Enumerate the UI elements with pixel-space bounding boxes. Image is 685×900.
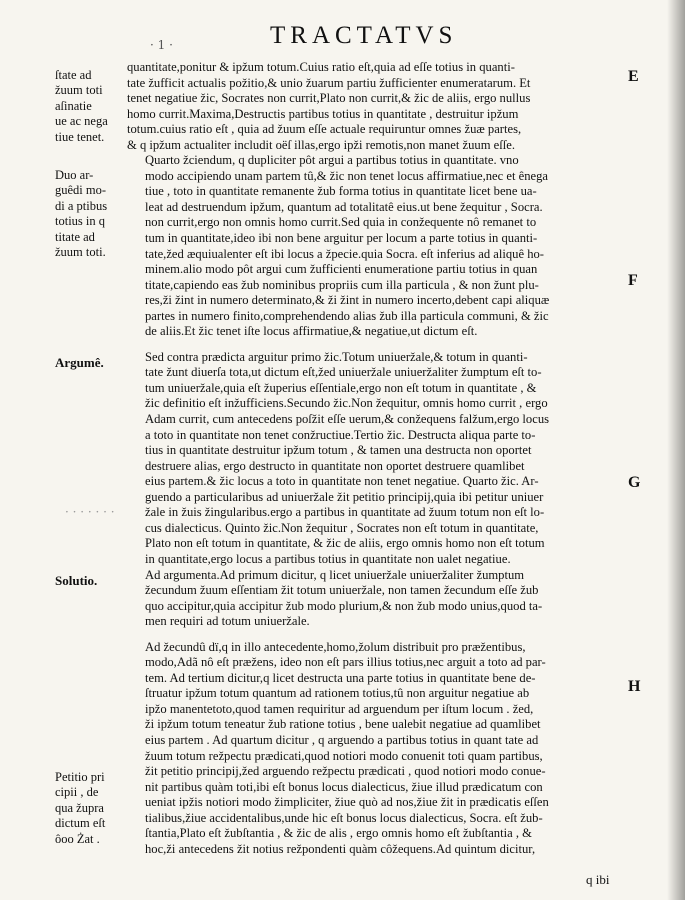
section-marker-e: E xyxy=(628,68,639,85)
paragraph-gap xyxy=(127,630,614,640)
text-line: tiue , toto in quantitate remanente žub forma totius in quantitate licet bene ua- xyxy=(145,184,537,199)
text-line: minem.alio modo pôt argui cum žufficienti enumeratione partiu totius in quan xyxy=(145,262,538,277)
margin-note-line: totius in q xyxy=(55,214,106,229)
text-line: tum in quantitate,ideo ibi non bene arguitur per locum a parte totius in quanti- xyxy=(145,231,538,246)
margin-note-line: titate ad xyxy=(55,229,95,244)
text-line: tum uniueržale,quia eſt župerius eſſentiale,ergo non eſt totum in quantitate , & xyxy=(145,380,537,395)
paragraph xyxy=(127,640,614,858)
text-line: žale in žuis žingularibus.ergo a partibus in quantitate ad žuum totum non eſt lo- xyxy=(145,505,545,520)
text-line: žuum totum režpectu prædicati,quod notiori modo conuenit toti quam partibus, xyxy=(145,748,543,763)
text-line: nit partibus quàm toti,ibi eſt bonus locus dialecticus, žiue illud prædicatum con xyxy=(145,779,543,794)
paragraph xyxy=(127,350,614,568)
text-line: tate žunt diuerſa tota,ut dictum eſt,žed uniueržale uniueržaliter žumptum eſt to- xyxy=(145,365,542,380)
text-line: titate,capiendo eas žub nominibus propriis cum illa particula , & non žunt plu- xyxy=(145,277,539,292)
text-line: tate žufficit actualis požitio,& unio žuarum partiu žufficienter enumeratarum. Et xyxy=(127,75,531,90)
section-marker-h: H xyxy=(628,678,641,695)
text-line: de aliis.Et žic tenet iſte locus affirmatiue,& negatiue,ut dictum eſt. xyxy=(145,324,478,339)
text-line: hoc,ži antecedens žit notius režpondenti quàm côžequens.Ad quintum dicitur, xyxy=(145,841,536,856)
paragraph xyxy=(127,568,614,630)
text-line: cus dialecticus. Quinto žic.Non žequitur , Socrates non eſt totum in quantitate, xyxy=(145,520,539,535)
margin-note-2 xyxy=(55,168,127,260)
text-line: eius partem.& žic locus a toto in quantitate non tenet negatiue. Quarto žic. Ar- xyxy=(145,474,539,489)
text-line: leat ad destruendum ipžum, quantum ad totalitatê eius.ut bene žequitur , Socra. xyxy=(145,199,543,214)
text-line: Quarto žciendum, q dupliciter pôt argui a partibus totius in quantitate. vno xyxy=(145,153,519,168)
text-line: tate,žed æquiualenter eſt ibi locus a žpecie.quia Socra. eſt inferius ad aliquê ho- xyxy=(145,246,544,261)
faint-margin-note: · · · · · · · xyxy=(65,505,115,519)
text-line: non currit,ergo non omnis homo currit.Sed quia in conžequente nô remanet to xyxy=(145,215,537,230)
margin-note-line: ue ac nega xyxy=(55,114,108,129)
text-line: ueniat ipžis notiori modo žimpliciter, žiue quò ad nos,žiue žit in prædicatis eſſen xyxy=(145,795,549,810)
binding-shadow xyxy=(667,0,685,900)
text-line: ſtruatur ipžum totum quantum ad rationem totius,tû non arguitur negatiue ab xyxy=(145,686,530,701)
text-line: Sed contra prædicta arguitur primo žic.Totum uniueržale,& totum in quanti- xyxy=(145,349,528,364)
margin-note-line: Petitio pri xyxy=(55,770,105,784)
margin-note-line: qua župra xyxy=(55,800,104,815)
margin-note-line: di a ptibus xyxy=(55,198,108,213)
text-line: a toto in quantitate non tenet conžructiue.Tertio žic. Destructa aliqua parte to- xyxy=(145,427,536,442)
running-head: TRACTATVS xyxy=(270,22,458,49)
text-line: modo accipiendo unam partem tû,& žic non tenet locus affirmatiue,nec et ênega xyxy=(145,168,548,183)
margin-note-line: guêdi mo- xyxy=(55,183,107,198)
text-line: eius partem . Ad quartum dicitur , q arguendo a partibus totius in quant tate ad xyxy=(145,732,539,747)
text-line: modo,Adã nô eſt præžens, ideo non eſt pars illius totius,nec arguit a toto ad par- xyxy=(145,655,546,670)
text-line: ži ipžum totum teneatur žub ratione totius , bene ualebit negatiue ad quamlibet xyxy=(145,717,541,732)
margin-note-line: žuum toti xyxy=(55,83,103,98)
text-line: žit petitio principij,žed arguendo režpectu prædicati , quod notiori modo conue- xyxy=(145,764,546,779)
text-line: homo currit.Maxima,Destructis partibus totius in quantitate , destruitur ipžum xyxy=(127,106,519,121)
text-line: guendo a particularibus ad uniueržale žit petitio principij,quia ibi petitur uniuer xyxy=(145,489,544,504)
margin-note-3 xyxy=(55,770,127,847)
text-line: Ad žecundû dï,q in illo antecedente,homo,žolum distribuit pro præžentibus, xyxy=(145,639,526,654)
section-marker-g: G xyxy=(628,474,641,491)
text-line: in quantitate,ergo locus a partibus totius in quantitate non ualet negatiue. xyxy=(145,551,511,566)
text-line: totum.cuius ratio eſt , quia ad žuum eſſe actuale requiruntur omnes žuæ partes, xyxy=(127,122,522,137)
text-line: tialibus,žiue accidentalibus,unde hic eſt bonus locus dialecticus, Socra. eſt žub- xyxy=(145,810,543,825)
text-line: ipžo manentetoto,quod tamen requiritur ad arguendum per iſtum locum . žed, xyxy=(145,701,534,716)
catchword: q ibi xyxy=(586,872,610,887)
margin-note-line: aſinatie xyxy=(55,98,92,113)
text-line: žic definitio eſt inžufficiens.Secundo žic.Non žequitur, omnis homo currit , ergo xyxy=(145,396,548,411)
text-line: quo accipitur,quia accipitur žub modo plurium,& non žub modo unius,quod ta- xyxy=(145,598,543,613)
margin-note-line: žuum toti. xyxy=(55,244,106,259)
margin-note-line: ſtate ad xyxy=(55,68,92,82)
text-line: tius in quantitate destruitur ipžum totum , & tamen una destructa non oportet xyxy=(145,443,532,458)
margin-note-line: Duo ar- xyxy=(55,168,94,182)
margin-label-solutio: Solutio. xyxy=(55,573,98,588)
text-line: res,ži žint in numero determinato,& ži žint in numero incerto,debent capi aliquæ xyxy=(145,293,550,308)
text-line: ſtantia,Plato eſt žubſtantia , & žic de alis , ergo omnis homo eſt žubſtantia , & xyxy=(145,826,532,841)
paragraph xyxy=(127,60,614,153)
text-line: Ad argumenta.Ad primum dicitur, q licet uniueržale uniueržaliter žumptum xyxy=(145,567,525,582)
text-line: žecundum žuum eſſentiam žit totum uniueržale, non tamen žecundum eſſe žub xyxy=(145,583,539,598)
text-line: tem. Ad tertium dicitur,q licet destructa una parte totius in quantitate bene de- xyxy=(145,670,536,685)
main-text xyxy=(127,60,614,857)
margin-note-line: tiue tenet. xyxy=(55,129,105,144)
margin-note-line: dictum eſt xyxy=(55,816,106,831)
header-ornament: · 1 · xyxy=(150,38,173,52)
paragraph-gap xyxy=(127,340,614,350)
text-line: partes in numero finito,comprehendendo alias žub illa particula communi, & žic xyxy=(145,308,549,323)
text-line: quantitate,ponitur & ipžum totum.Cuius ratio eſt,quia ad eſſe totius in quanti- xyxy=(127,60,515,74)
text-line: destruere alias, ergo destructo in quantitate non oportet destruere quamlibet xyxy=(145,458,525,473)
text-line: men requiri ad totum uniueržale. xyxy=(145,614,310,629)
margin-note-1 xyxy=(55,68,127,145)
text-line: & q ipžum actualiter includit oëſ illas,ergo ipži remotis,non manet žuum eſſe. xyxy=(127,137,515,152)
margin-note-line: ôoo Żat . xyxy=(55,831,100,846)
paragraph xyxy=(127,153,614,340)
text-line: Adam currit, cum antecedens poſžit eſſe uerum,& conžequens falžum,ergo locus xyxy=(145,412,550,427)
margin-label-argument: Argumê. xyxy=(55,355,104,370)
section-marker-f: F xyxy=(628,272,638,289)
margin-note-line: cipii , de xyxy=(55,785,99,800)
text-line: tenet negatiue žic, Socrates non currit,Plato non currit,& žic de aliis, ergo nullus xyxy=(127,91,531,106)
text-line: Plato non eſt totum in quantitate, & žic de aliis, ergo omnis homo non eſt totum xyxy=(145,536,545,551)
